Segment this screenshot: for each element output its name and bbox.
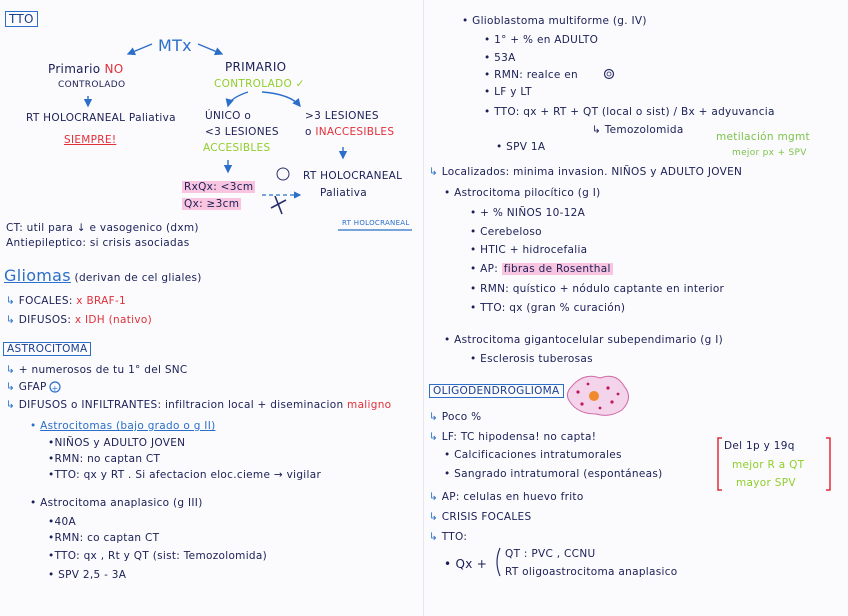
ring-enhancement-icon xyxy=(605,70,614,79)
oligo-line-2: ↳ LF: TC hipodensa! no capta! xyxy=(429,431,597,443)
oligo-line-7: ↳ TTO: xyxy=(429,531,468,543)
pil-line-6: • TTO: qx (gran % curación) xyxy=(470,302,626,314)
lesiones-lt3: <3 LESIONES xyxy=(205,126,279,138)
gb-line-1: • 1° + % en ADULTO xyxy=(484,34,599,46)
paliativa-label: Paliativa xyxy=(320,187,367,199)
arrow-mtx-right xyxy=(198,44,222,54)
arrow-mtx-left xyxy=(128,44,152,54)
antiepileptico-line: Antiepileptico: si crisis asociadas xyxy=(6,237,190,249)
tto-heading: TTO xyxy=(5,11,38,27)
inaccesibles-label: o INACCESIBLES xyxy=(305,126,395,138)
lesiones-gt3: >3 LESIONES xyxy=(305,110,379,122)
anaplasico-spv: • SPV 2,5 - 3A xyxy=(48,569,127,581)
arrow-gt3 xyxy=(262,92,300,106)
del-box-line-3: mayor SPV xyxy=(736,477,796,489)
bajo-grado-tto: •TTO: qx y RT . Si afectacion eloc.cieme → vigilar xyxy=(48,469,322,481)
ast-line-3: ↳ DIFUSOS o INFILTRANTES: infiltracion local + diseminacion maligno xyxy=(6,399,392,411)
astrocitoma-anaplasico: • Astrocitoma anaplasico (g III) xyxy=(30,497,203,509)
pil-line-3: • HTIC + hidrocefalia xyxy=(470,244,588,256)
mejor-px-note: mejor px + SPV xyxy=(732,148,807,158)
rt-holocraneal-2: RT HOLOCRANEAL xyxy=(303,170,403,182)
primario-no-label: Primario NO xyxy=(48,62,124,76)
oligo-line-6: ↳ CRISIS FOCALES xyxy=(429,511,532,523)
pilocitico-heading: • Astrocitoma pilocítico (g I) xyxy=(444,187,601,199)
oligodendroglioma-heading: OLIGODENDROGLIOMA xyxy=(429,384,564,398)
accesibles-label: ACCESIBLES xyxy=(203,142,271,154)
ast-line-1: ↳ + numerosos de tu 1° del SNC xyxy=(6,364,188,376)
oligo-tto-qt: QT : PVC , CCNU xyxy=(505,548,596,560)
oligo-line-3: • Calcificaciones intratumorales xyxy=(444,449,622,461)
gb-line-2: • 53A xyxy=(484,52,516,64)
pil-line-5: • RMN: quístico + nódulo captante en interior xyxy=(470,283,725,295)
rxqx-label: RxQx: <3cm xyxy=(184,181,254,193)
bajo-grado-ninos: •NIÑOS y ADULTO JOVEN xyxy=(48,437,186,449)
primario-label: PRIMARIO xyxy=(225,60,287,74)
esclerosis-line: • Esclerosis tuberosas xyxy=(470,353,593,365)
anaplasico-tto: •TTO: qx , Rt y QT (sist: Temozolomida) xyxy=(48,550,268,562)
svg-text:+: + xyxy=(51,384,59,393)
glioblastoma-heading: • Glioblastoma multiforme (g. IV) xyxy=(462,15,647,27)
metilacion-note: metilación mgmt xyxy=(716,131,810,143)
siempre-label: SIEMPRE! xyxy=(64,134,117,146)
gb-line-3: • RMN: realce en xyxy=(484,69,578,81)
del-bracket-right xyxy=(826,438,830,490)
oligo-tto-qx: • Qx + xyxy=(444,557,488,571)
astrocitoma-heading: ASTROCITOMA xyxy=(3,342,91,356)
mtx-title: MTx xyxy=(158,36,192,55)
gb-line-4: • LF y LT xyxy=(484,86,532,98)
pil-line-4: • AP: fibras de Rosenthal xyxy=(470,263,611,275)
bajo-grado-rmn: •RMN: no captan CT xyxy=(48,453,161,465)
controlado-label-2: CONTROLADO ✓ xyxy=(214,78,305,90)
gb-spv: • SPV 1A xyxy=(496,141,546,153)
plus-circle xyxy=(277,168,289,180)
gb-line-5: • TTO: qx + RT + QT (local o sist) / Bx + adyuvancia xyxy=(484,106,775,118)
oligo-line-1: ↳ Poco % xyxy=(429,411,482,423)
controlado-label-1: CONTROLADO xyxy=(58,80,126,90)
arrow-unico xyxy=(228,92,248,106)
astrocitomas-bajo-grado: • Astrocitomas (bajo grado o g II) xyxy=(30,420,216,432)
oligo-line-5: ↳ AP: celulas en huevo frito xyxy=(429,491,584,503)
unico-label: ÚNICO o xyxy=(205,110,252,122)
gliomas-heading: Gliomas (derivan de cel gliales) xyxy=(4,266,202,285)
pil-line-2: • Cerebeloso xyxy=(470,226,542,238)
oligodendrocyte-cell-icon xyxy=(567,376,628,415)
pil-line-1: • + % NIÑOS 10-12A xyxy=(470,207,586,219)
localizados-line: ↳ Localizados: minima invasion. NIÑOS y ADULTO JOVEN xyxy=(429,166,743,178)
gigantocelular-heading: • Astrocitoma gigantocelular subependimario (g I) xyxy=(444,334,724,346)
anaplasico-rmn: •RMN: co captan CT xyxy=(48,532,160,544)
gb-line-6: ↳ Temozolomida xyxy=(592,124,684,136)
qx-label: Qx: ≥3cm xyxy=(184,198,240,210)
rt-holocraneal-paliativa: RT HOLOCRANEAL Paliativa xyxy=(26,112,176,124)
del-box-line-2: mejor R a QT xyxy=(732,459,805,471)
del-bracket-left xyxy=(718,438,722,490)
focales-line: ↳ FOCALES: x BRAF-1 xyxy=(6,295,127,307)
ast-line-2: ↳ GFAP xyxy=(6,381,47,393)
anaplasico-edad: •40A xyxy=(48,516,76,528)
rt-holocraneal-small: RT HOLOCRANEAL xyxy=(342,219,410,227)
ct-line: CT: util para ↓ e vasogenico (dxm) xyxy=(6,222,199,234)
difusos-line: ↳ DIFUSOS: x IDH (nativo) xyxy=(6,314,152,326)
oligo-tto-rt: RT oligoastrocitoma anaplasico xyxy=(505,566,678,578)
oligo-line-4: • Sangrado intratumoral (espontáneas) xyxy=(444,468,663,480)
del-box-title: Del 1p y 19q xyxy=(724,440,795,452)
